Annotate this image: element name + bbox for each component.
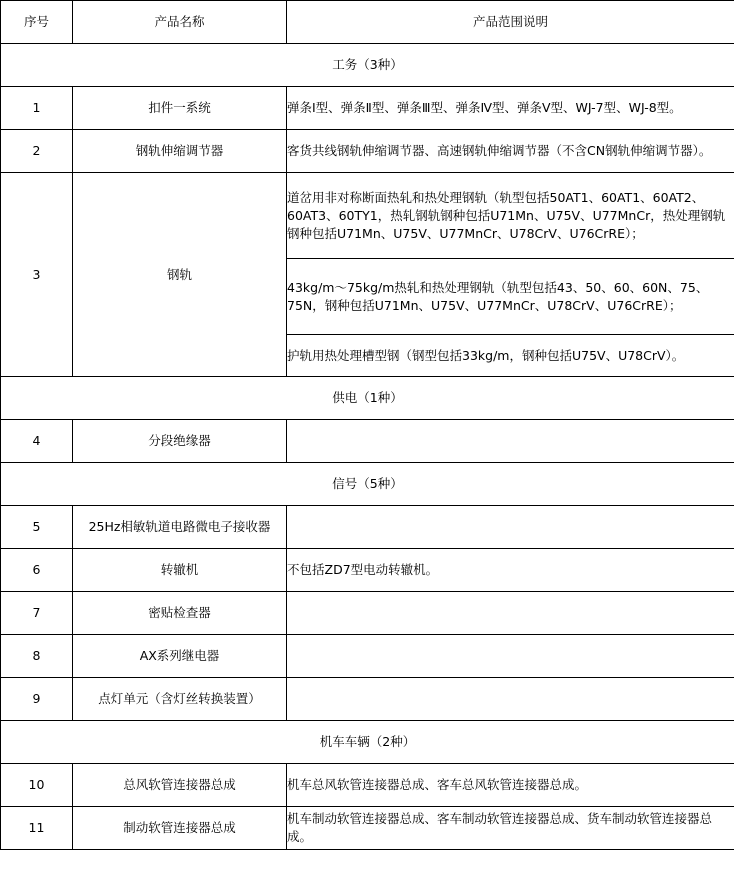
row-name: 扣件一系统 xyxy=(73,87,287,130)
row-seq: 6 xyxy=(1,549,73,592)
section-row-jiche xyxy=(1,721,734,764)
row-scope: 不包括ZD7型电动转辙机。 xyxy=(287,549,734,592)
row-seq: 5 xyxy=(1,506,73,549)
row-scope xyxy=(287,592,734,635)
row-name: 钢轨 xyxy=(73,173,287,377)
row-name: 总风软管连接器总成 xyxy=(73,764,287,807)
row-scope: 机车总风软管连接器总成、客车总风软管连接器总成。 xyxy=(287,764,734,807)
section-title: 工务（3种） xyxy=(1,44,734,87)
row-name: 制动软管连接器总成 xyxy=(73,807,287,850)
table-row xyxy=(1,678,734,721)
header-seq: 序号 xyxy=(1,1,73,44)
section-title: 信号（5种） xyxy=(1,463,734,506)
row-seq: 3 xyxy=(1,173,73,377)
row-seq: 1 xyxy=(1,87,73,130)
table-row xyxy=(1,592,734,635)
row-scope-part: 43kg/m～75kg/m热轧和热处理钢轨（轨型包括43、50、60、60N、75、75N，钢种包括U71Mn、U75V、U77MnCr、U78CrV、U76CrRE）； xyxy=(287,259,734,335)
row-name: 25Hz相敏轨道电路微电子接收器 xyxy=(73,506,287,549)
table-row xyxy=(1,807,734,850)
row-name: 分段绝缘器 xyxy=(73,420,287,463)
row-scope: 机车制动软管连接器总成、客车制动软管连接器总成、货车制动软管连接器总成。 xyxy=(287,807,734,850)
row-name: AX系列继电器 xyxy=(73,635,287,678)
row-scope xyxy=(287,635,734,678)
header-name: 产品名称 xyxy=(73,1,287,44)
row-scope-part: 护轨用热处理槽型钢（钢型包括33kg/m，钢种包括U75V、U78CrV）。 xyxy=(287,335,734,377)
section-row-gongwu xyxy=(1,44,734,87)
row-name: 转辙机 xyxy=(73,549,287,592)
table-row xyxy=(1,764,734,807)
row-scope xyxy=(287,506,734,549)
table-row xyxy=(1,635,734,678)
row-seq: 8 xyxy=(1,635,73,678)
header-scope: 产品范围说明 xyxy=(287,1,734,44)
row-scope xyxy=(287,420,734,463)
section-title: 机车车辆（2种） xyxy=(1,721,734,764)
row-seq: 9 xyxy=(1,678,73,721)
table-row xyxy=(1,549,734,592)
row-scope: 弹条Ⅰ型、弹条Ⅱ型、弹条Ⅲ型、弹条Ⅳ型、弹条Ⅴ型、WJ-7型、WJ-8型。 xyxy=(287,87,734,130)
row-name: 密贴检查器 xyxy=(73,592,287,635)
section-row-gongdian xyxy=(1,377,734,420)
row-seq: 2 xyxy=(1,130,73,173)
section-row-xinhao xyxy=(1,463,734,506)
table-row xyxy=(1,87,734,130)
table-row xyxy=(1,506,734,549)
header-row xyxy=(1,1,734,44)
table-row xyxy=(1,173,734,259)
table-row xyxy=(1,130,734,173)
row-seq: 4 xyxy=(1,420,73,463)
row-scope-part: 道岔用非对称断面热轧和热处理钢轨（轨型包括50AT1、60AT1、60AT2、60AT3、60TY1，热轧钢轨钢种包括U71Mn、U75V、U77MnCr，热处理钢轨钢种包括U71Mn、U75V、U77MnCr、U78CrV、U76CrRE）； xyxy=(287,173,734,259)
row-seq: 7 xyxy=(1,592,73,635)
row-scope xyxy=(287,678,734,721)
row-seq: 11 xyxy=(1,807,73,850)
section-title: 供电（1种） xyxy=(1,377,734,420)
row-name: 钢轨伸缩调节器 xyxy=(73,130,287,173)
row-seq: 10 xyxy=(1,764,73,807)
row-name: 点灯单元（含灯丝转换装置） xyxy=(73,678,287,721)
table-row xyxy=(1,420,734,463)
row-scope: 客货共线钢轨伸缩调节器、高速钢轨伸缩调节器（不含CN钢轨伸缩调节器）。 xyxy=(287,130,734,173)
